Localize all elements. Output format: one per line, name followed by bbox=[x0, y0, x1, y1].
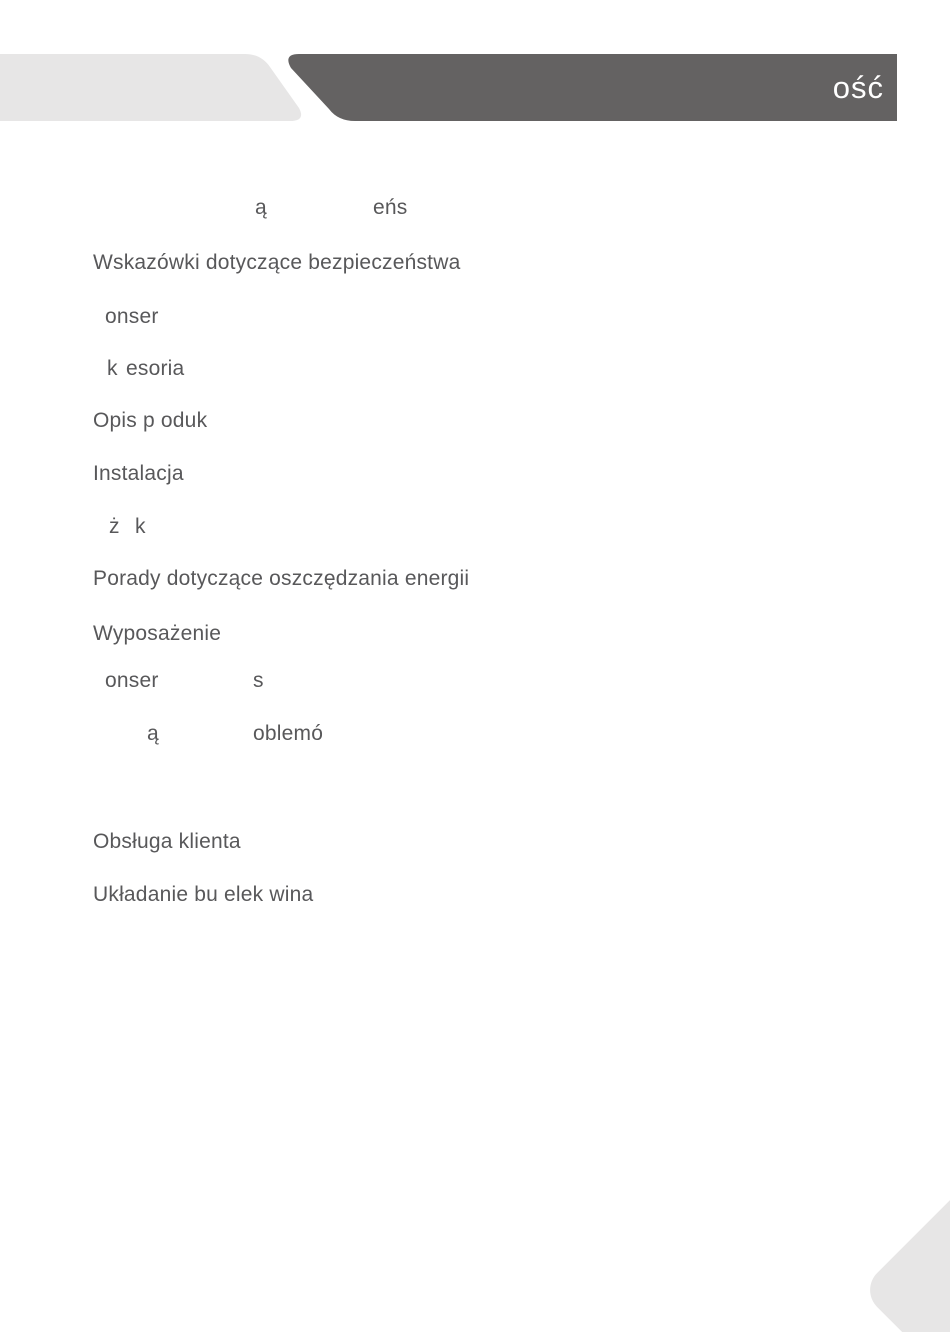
toc-entry-text: esoria bbox=[126, 357, 185, 380]
toc-entry-text: onser bbox=[105, 305, 159, 328]
toc-entry-text: Instalacja bbox=[93, 462, 184, 485]
toc-entry-text: k bbox=[107, 357, 118, 380]
banner-title-fragment: ość bbox=[832, 70, 884, 105]
toc-entry-text: Obsługa klienta bbox=[93, 830, 241, 853]
toc-entry-text: oblemó bbox=[253, 722, 324, 745]
toc-entry-text: Układanie bu elek wina bbox=[93, 883, 314, 906]
toc-entry bbox=[0, 513, 950, 541]
toc-entry bbox=[0, 194, 950, 222]
toc-entry bbox=[0, 565, 950, 593]
toc-entry-text: ą bbox=[255, 196, 267, 219]
toc-entry bbox=[0, 355, 950, 383]
toc-entry-text: Porady dotyczące oszczędzania energii bbox=[93, 567, 470, 590]
toc-entry-text: eńs bbox=[373, 196, 408, 219]
toc-entry-text: Opis p oduk bbox=[93, 409, 208, 432]
toc-entry-text: ż bbox=[109, 515, 120, 538]
toc-entry-text: Wskazówki dotyczące bezpieczeństwa bbox=[93, 251, 461, 274]
toc-entry-text: s bbox=[253, 669, 264, 692]
toc-entry bbox=[0, 303, 950, 331]
toc-entry bbox=[0, 249, 950, 277]
toc-entry-text: onser bbox=[105, 669, 159, 692]
toc-entry bbox=[0, 407, 950, 435]
toc-entry bbox=[0, 828, 950, 856]
toc-entry bbox=[0, 620, 950, 648]
toc-entry-text: k bbox=[135, 515, 146, 538]
toc-entry-text: ą bbox=[147, 722, 159, 745]
toc-entry bbox=[0, 881, 950, 909]
toc-entry bbox=[0, 460, 950, 488]
toc-entry bbox=[0, 667, 950, 695]
toc-entry-text: Wyposażenie bbox=[93, 622, 222, 645]
toc-entry bbox=[0, 720, 950, 748]
